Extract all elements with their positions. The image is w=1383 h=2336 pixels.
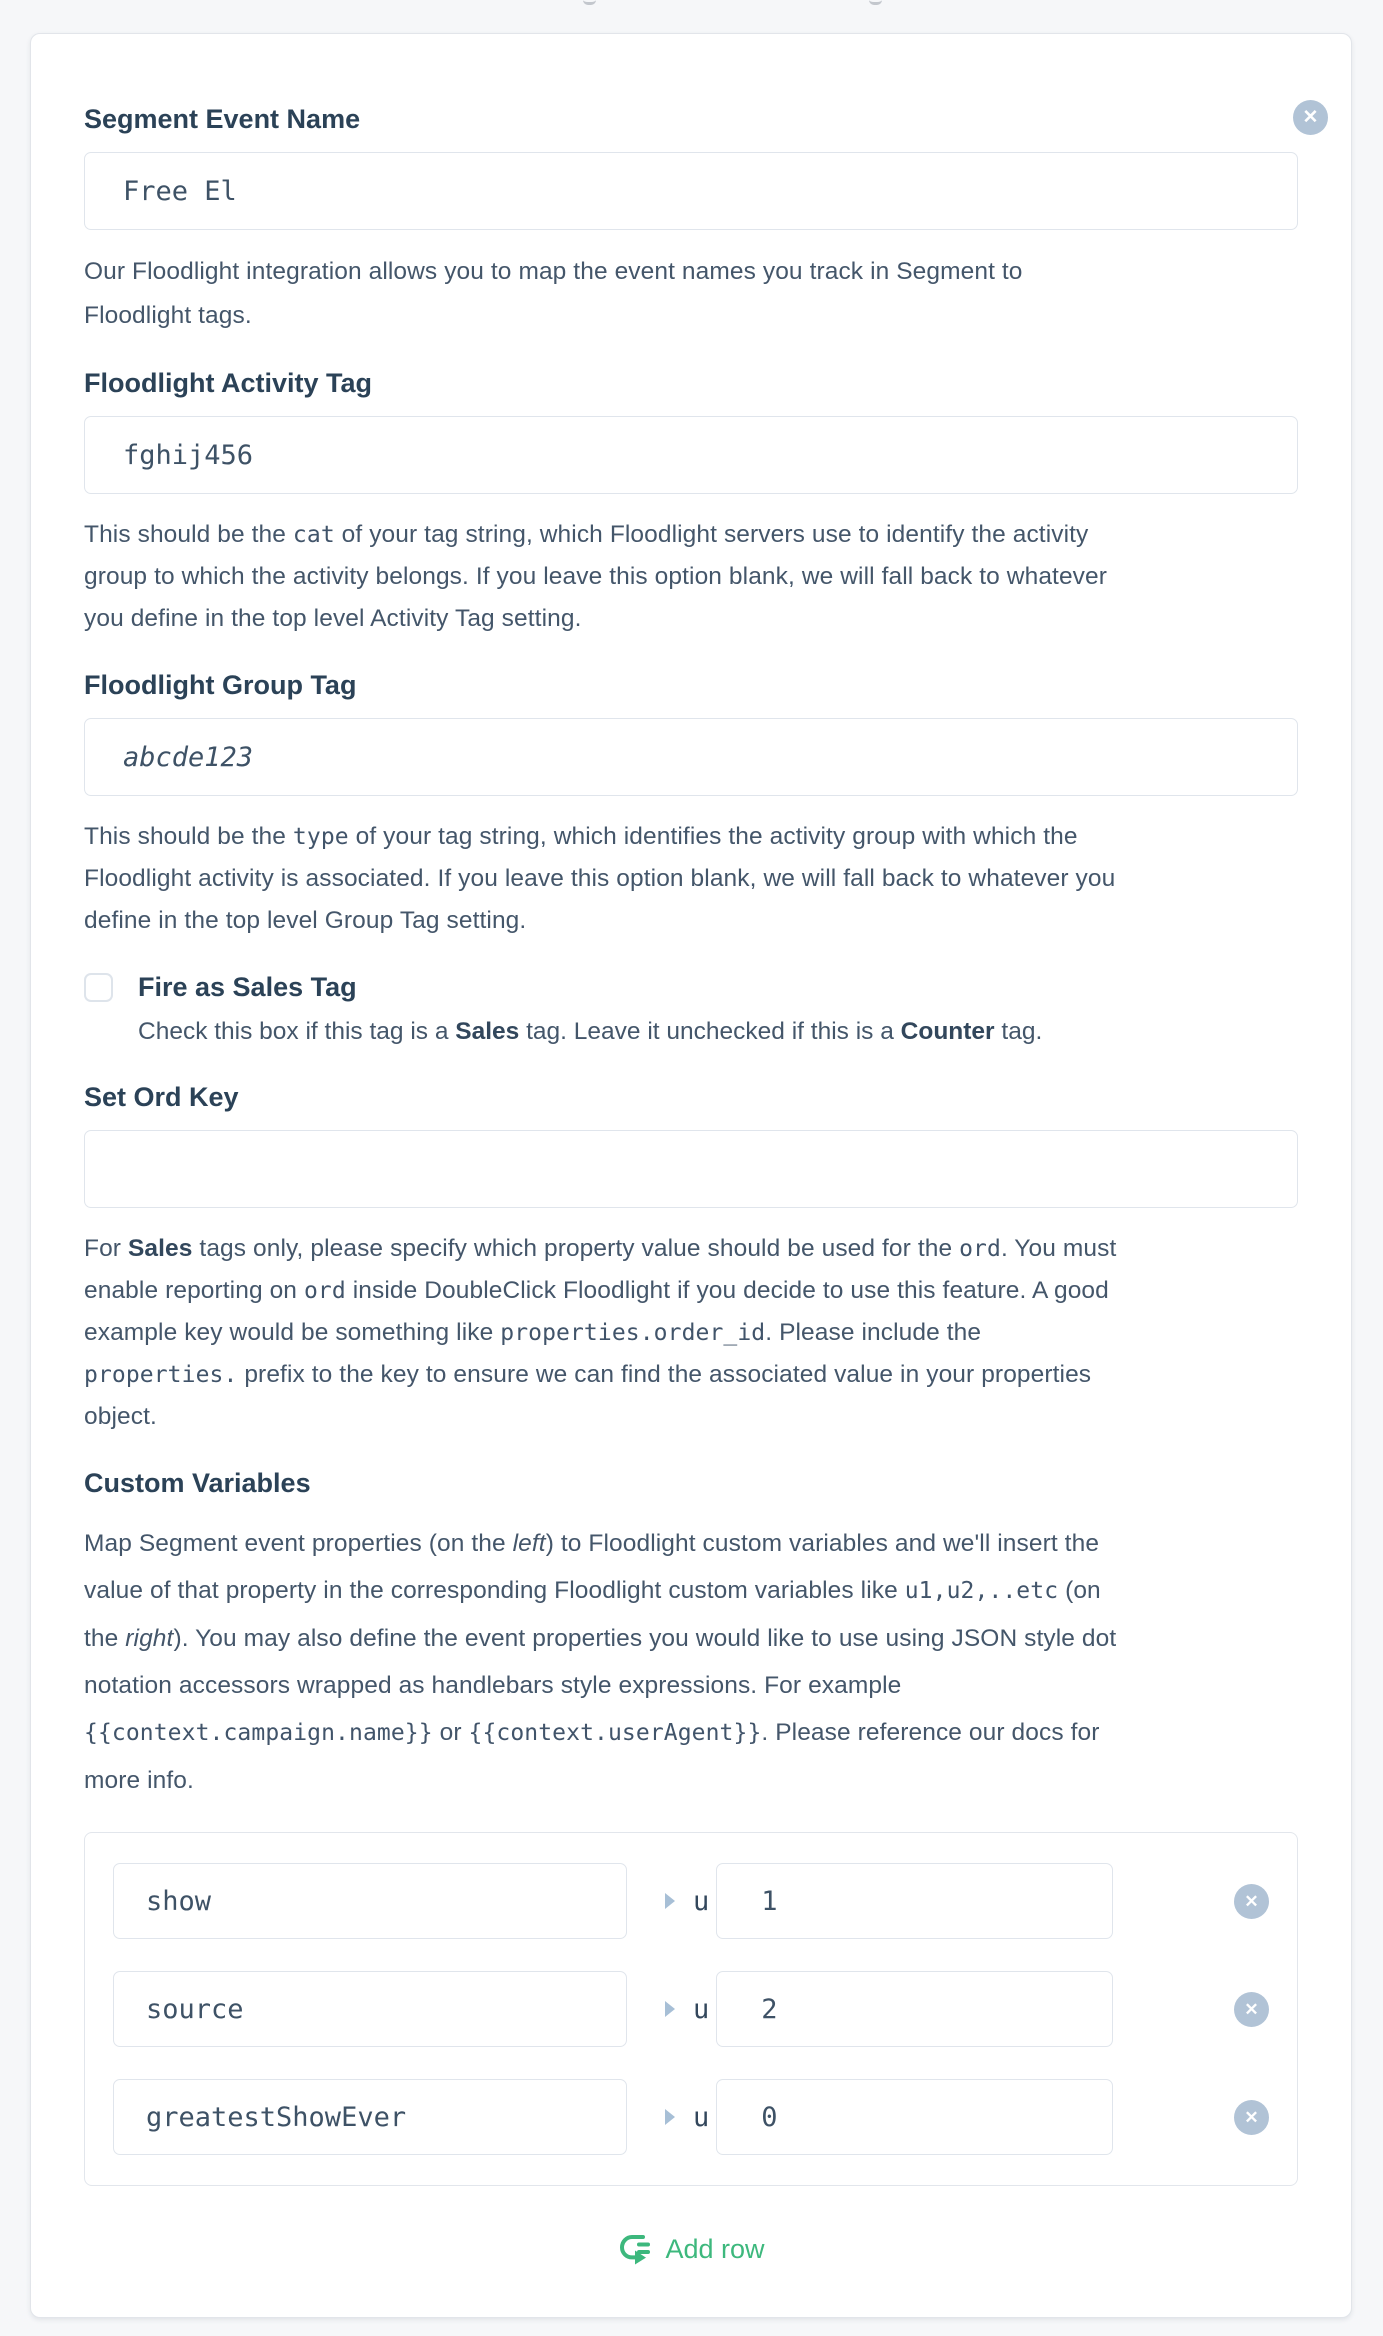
group-tag-heading: Floodlight Group Tag [84, 670, 357, 700]
sales-tag-text [138, 970, 1042, 1052]
close-icon: ✕ [1302, 107, 1319, 128]
property-input[interactable] [113, 2079, 627, 2155]
add-row-label: Add row [665, 2233, 765, 2264]
sales-tag-checkbox[interactable] [84, 973, 113, 1002]
custom-variables-table [84, 1832, 1298, 2186]
delete-row-button[interactable] [1234, 1884, 1269, 1919]
event-name-input[interactable] [84, 152, 1298, 230]
delete-icon: ✕ [1244, 1999, 1259, 2019]
custom-variable-row [113, 1971, 1269, 2047]
variable-prefix-label: u [693, 2101, 710, 2133]
clipped-content-artifact [869, 0, 882, 5]
custom-variables-heading: Custom Variables [84, 1468, 311, 1498]
ord-key-heading: Set Ord Key [84, 1082, 239, 1112]
variable-prefix-label: u [693, 1993, 710, 2025]
variable-number-input[interactable] [716, 1863, 1113, 1939]
sales-tag-row [84, 970, 1298, 1052]
delete-icon: ✕ [1244, 2107, 1259, 2127]
variable-number-input[interactable] [716, 2079, 1113, 2155]
event-name-heading: Segment Event Name [84, 104, 361, 134]
custom-variable-row [113, 1863, 1269, 1939]
group-tag-help: This should be the type of your tag string, which identifies the activity group with which the Floodlight activity is associated. If you leave this option blank, we will fall back to whatever you define in the top level Group Tag setting. [84, 823, 1116, 934]
variable-number-input[interactable] [716, 1971, 1113, 2047]
event-name-help: Our Floodlight integration allows you to map the event names you track in Segment to Floodlight tags. [84, 258, 1023, 329]
sales-tag-label[interactable]: Fire as Sales Tag [138, 972, 357, 1002]
property-input[interactable] [113, 1863, 627, 1939]
ord-key-input[interactable] [84, 1130, 1298, 1208]
delete-row-button[interactable] [1234, 1992, 1269, 2027]
close-button[interactable] [1293, 100, 1328, 135]
arrow-right-icon [665, 2001, 675, 2017]
variable-prefix-label: u [693, 1885, 710, 1917]
add-row-icon [617, 2232, 651, 2266]
add-row-button[interactable] [617, 2232, 764, 2266]
custom-variable-row [113, 2079, 1269, 2155]
floodlight-event-mapping-modal [30, 33, 1352, 2318]
property-input[interactable] [113, 1971, 627, 2047]
add-row-container [84, 2232, 1298, 2266]
clipped-content-artifact [583, 0, 596, 5]
activity-tag-help: This should be the cat of your tag string, which Floodlight servers use to identify the activity group to which the activity belongs. If you leave this option blank, we will fall back to whatever you define in the top level Activity Tag setting. [84, 521, 1108, 632]
ord-key-help: For Sales tags only, please specify which property value should be used for the ord. You must enable reporting on ord inside DoubleClick Floodlight if you decide to use this feature. A good example key would be something like properties.order_id. Please include the properties. prefix to the key to ensure we can find the associated value in your properties object. [84, 1235, 1117, 1430]
custom-variables-help: Map Segment event properties (on the left) to Floodlight custom variables and we'll insert the value of that property in the corresponding Floodlight custom variables like u1,u2,..etc (on the right). You may also define the event properties you would like to use using JSON style dot notation accessors wrapped as handlebars style expressions. For example {{context.campaign.name}} or {{context.userAgent}}. Please reference our docs for more info. [84, 1530, 1117, 1794]
activity-tag-input[interactable] [84, 416, 1298, 494]
group-tag-input[interactable] [84, 718, 1298, 796]
activity-tag-heading: Floodlight Activity Tag [84, 368, 372, 398]
sales-tag-help: Check this box if this tag is a Sales tag. Leave it unchecked if this is a Counter tag. [138, 1018, 1043, 1045]
delete-row-button[interactable] [1234, 2100, 1269, 2135]
arrow-right-icon [665, 2109, 675, 2125]
arrow-right-icon [665, 1893, 675, 1909]
delete-icon: ✕ [1244, 1891, 1259, 1911]
